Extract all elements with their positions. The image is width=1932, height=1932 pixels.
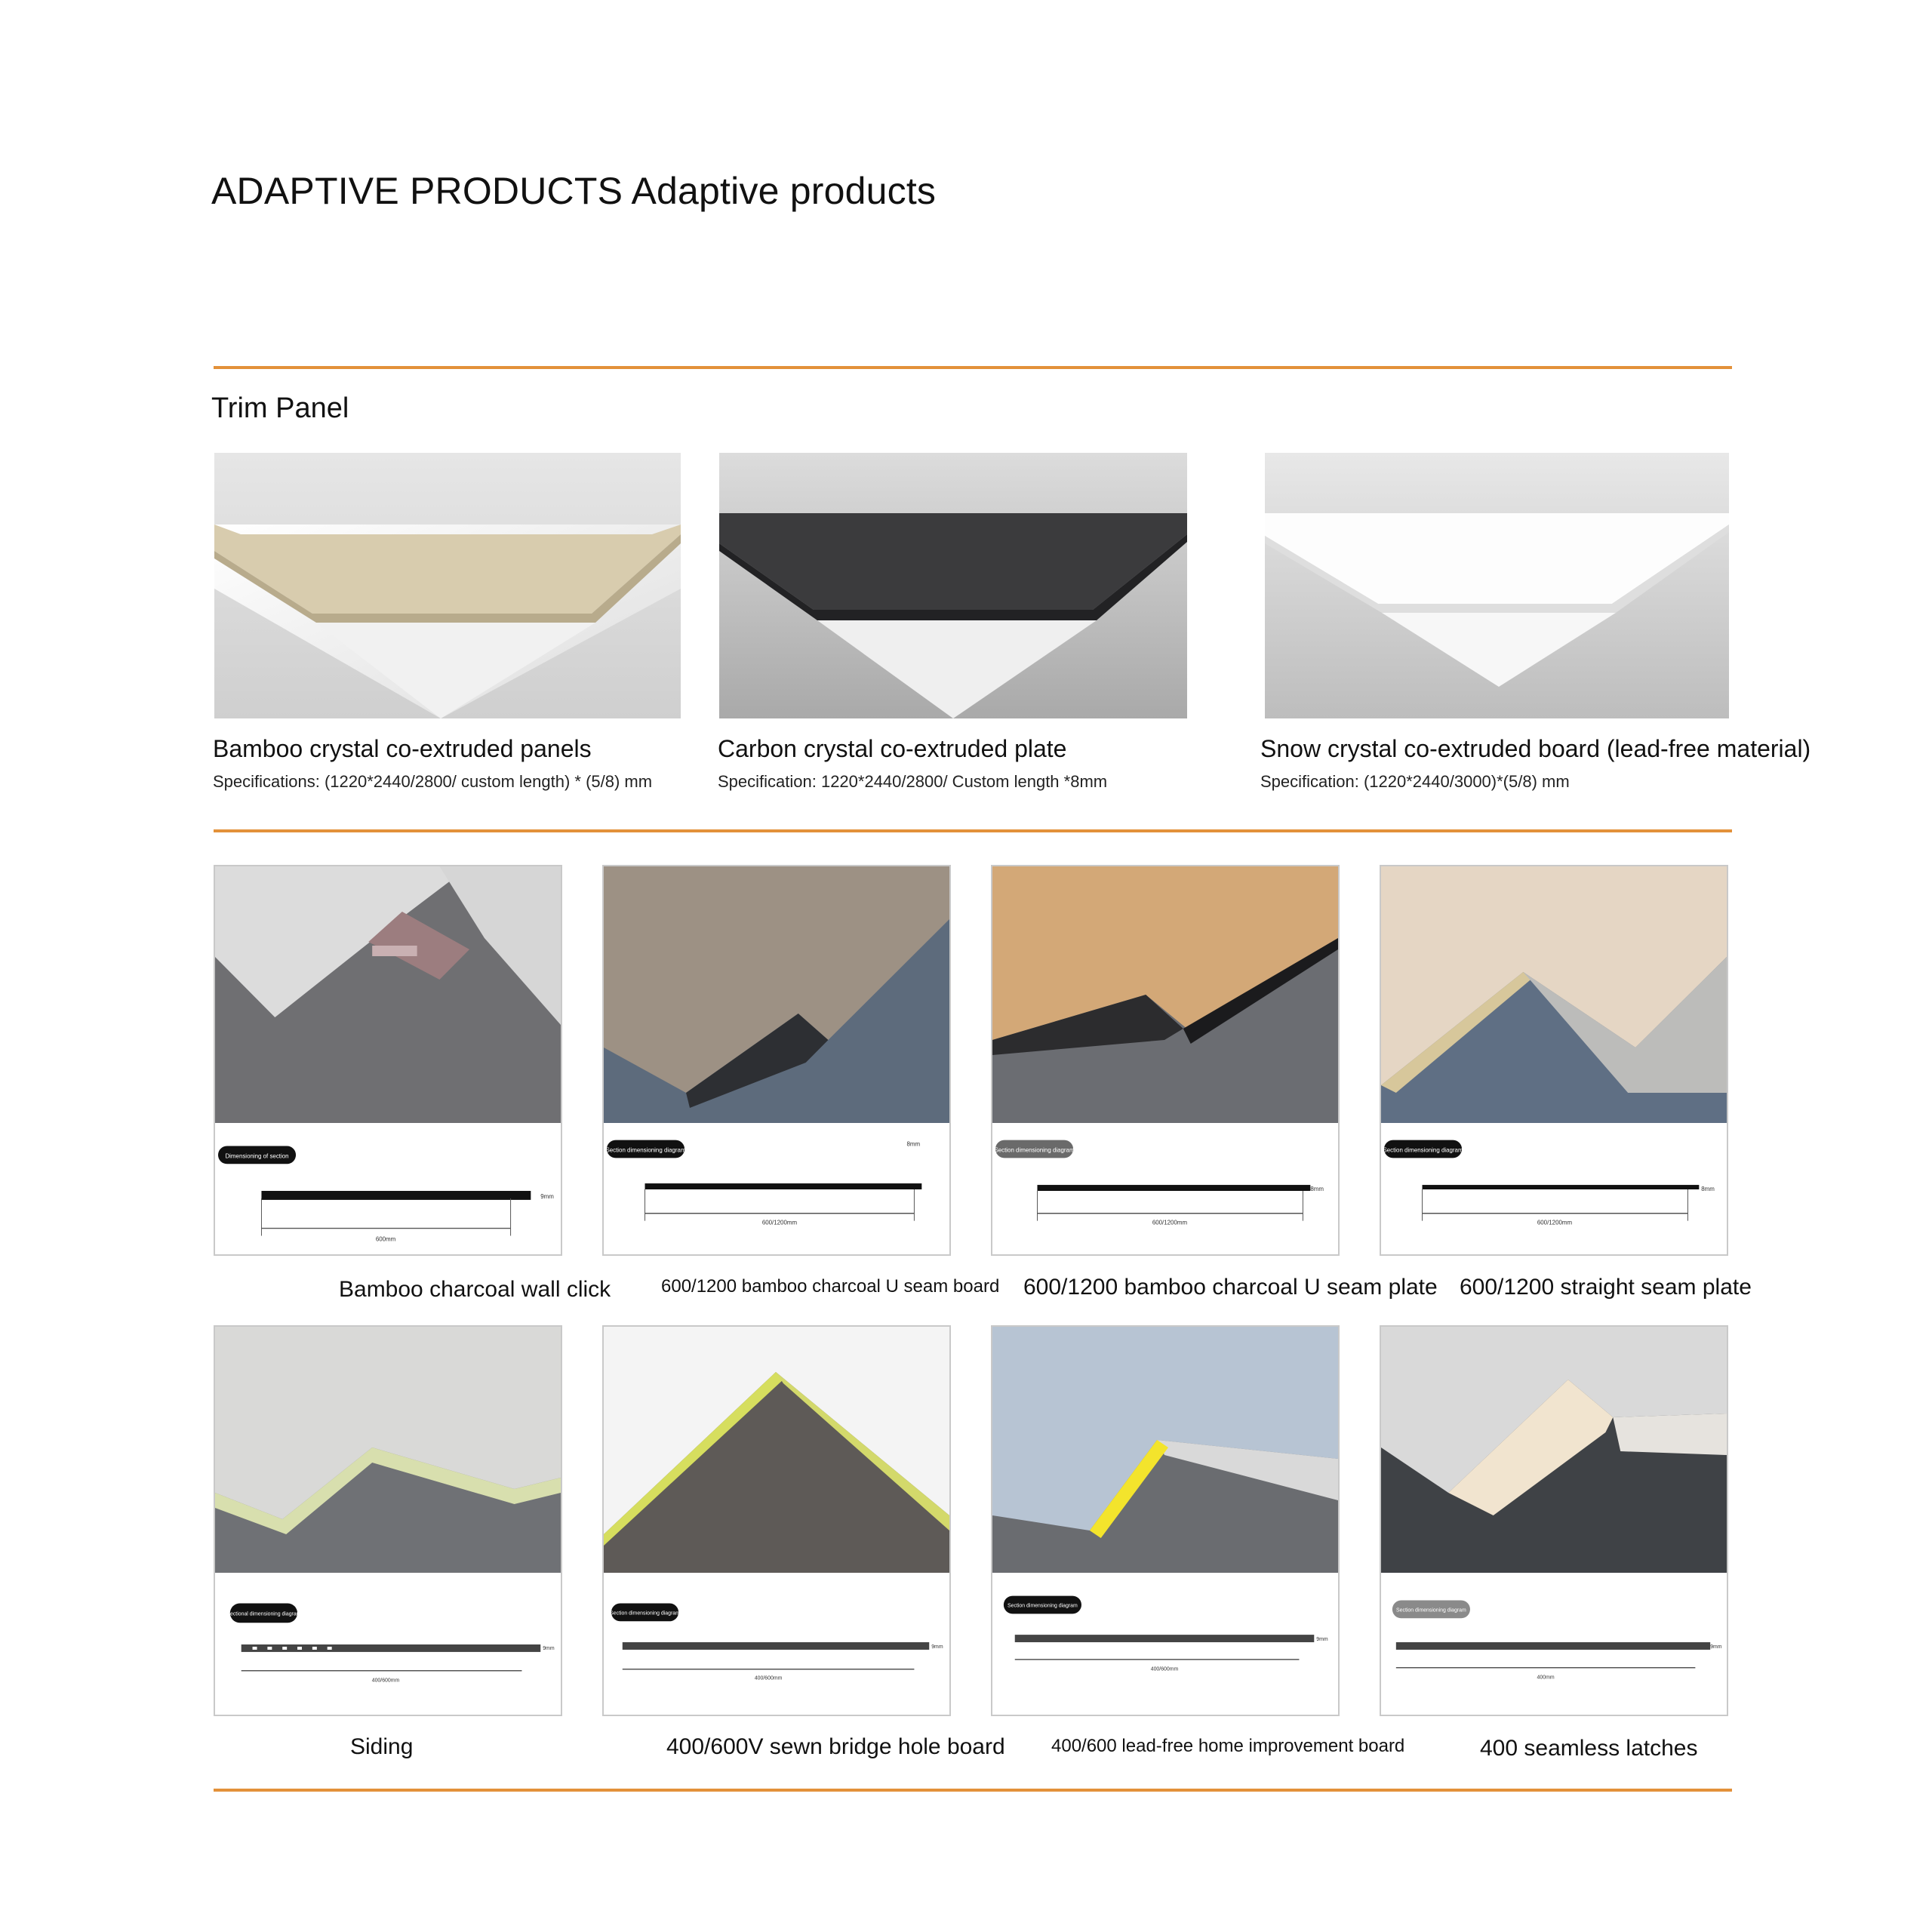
- product-photo: [992, 866, 1338, 1123]
- section-diagram: [604, 1123, 949, 1256]
- trim-panel-image-bamboo: [214, 453, 681, 718]
- section-width-label: 600/1200mm: [761, 1219, 798, 1226]
- product-label: 400/600 lead-free home improvement board: [1051, 1736, 1405, 1756]
- section-diagram: [992, 1123, 1338, 1256]
- section-diagram-tag: Dimensioning of section: [225, 1152, 289, 1160]
- section-thickness-label: 8mm: [906, 1140, 921, 1148]
- section-diagram: [1381, 1573, 1727, 1716]
- section-diagram-tag: Section dimensioning diagram: [605, 1146, 686, 1154]
- section-thickness-label: 9mm: [1710, 1644, 1722, 1650]
- section-thickness-label: 9mm: [1316, 1637, 1328, 1643]
- section-thickness-label: 9mm: [540, 1192, 554, 1200]
- product-card: [1380, 1325, 1728, 1716]
- product-label: 400/600V sewn bridge hole board: [666, 1734, 1005, 1759]
- page-title: ADAPTIVE PRODUCTS Adaptive products: [211, 170, 937, 212]
- trim-panel-spec: Specifications: (1220*2440/2800/ custom length) * (5/8) mm: [213, 772, 653, 791]
- product-card: [1380, 865, 1728, 1256]
- product-photo: [992, 1327, 1338, 1573]
- section-width-label: 400/600mm: [371, 1678, 400, 1684]
- trim-panel-name: Carbon crystal co-extruded plate: [718, 735, 1067, 762]
- section-diagram-tag: Section dimensioning diagram: [1383, 1146, 1463, 1154]
- divider: [214, 366, 1732, 369]
- product-photo: [1381, 1327, 1727, 1573]
- section-diagram: [215, 1573, 561, 1716]
- section-thickness-label: 8mm: [1701, 1185, 1715, 1192]
- product-card: [602, 1325, 951, 1716]
- trim-panel-image-carbon: [719, 453, 1187, 718]
- section-diagram-tag: Section dimensioning diagram: [994, 1146, 1075, 1154]
- section-width-label: 400mm: [1537, 1675, 1555, 1681]
- section-diagram-tag: Section dimensioning diagram: [1008, 1603, 1078, 1609]
- section-diagram: [992, 1573, 1338, 1716]
- product-card: [991, 1325, 1340, 1716]
- product-label: 600/1200 bamboo charcoal U seam board: [661, 1276, 1000, 1297]
- section-diagram-tag: Section dimensioning diagram: [1396, 1607, 1466, 1614]
- trim-panel-spec: Specification: (1220*2440/3000)*(5/8) mm: [1260, 772, 1570, 791]
- product-card: [991, 865, 1340, 1256]
- product-photo: [604, 866, 949, 1123]
- product-card: [214, 865, 562, 1256]
- trim-panel-image-snow: [1265, 453, 1729, 718]
- divider: [214, 1789, 1732, 1792]
- section-thickness-label: 9mm: [931, 1644, 943, 1650]
- section-diagram: [1381, 1123, 1727, 1256]
- section-width-label: 600/1200mm: [1152, 1219, 1188, 1226]
- section-diagram: [215, 1123, 561, 1256]
- product-label: 600/1200 straight seam plate: [1460, 1275, 1752, 1300]
- trim-panel-spec: Specification: 1220*2440/2800/ Custom length *8mm: [718, 772, 1108, 791]
- product-photo: [604, 1327, 949, 1573]
- section-title: Trim Panel: [211, 392, 349, 424]
- section-thickness-label: 9mm: [543, 1645, 555, 1651]
- section-width-label: 600mm: [375, 1235, 396, 1243]
- product-label: Bamboo charcoal wall click: [339, 1277, 611, 1302]
- divider: [214, 829, 1732, 832]
- section-width-label: 600/1200mm: [1537, 1219, 1573, 1226]
- section-width-label: 400/600mm: [1150, 1666, 1179, 1672]
- product-label: 600/1200 bamboo charcoal U seam plate: [1023, 1275, 1438, 1300]
- section-thickness-label: 8mm: [1310, 1185, 1324, 1192]
- product-card: [214, 1325, 562, 1716]
- product-photo: [1381, 866, 1727, 1123]
- product-label: Siding: [350, 1734, 414, 1759]
- trim-panel-name: Bamboo crystal co-extruded panels: [213, 735, 592, 762]
- product-card: [602, 865, 951, 1256]
- section-diagram-tag: Section dimensioning diagram: [610, 1611, 680, 1617]
- section-diagram: [604, 1573, 949, 1716]
- product-label: 400 seamless latches: [1480, 1736, 1698, 1761]
- product-photo: [215, 866, 561, 1123]
- product-photo: [215, 1327, 561, 1573]
- section-diagram-tag: Sectional dimensioning diagram: [226, 1611, 301, 1617]
- trim-panel-name: Snow crystal co-extruded board (lead-free material): [1260, 735, 1811, 762]
- section-width-label: 400/600mm: [754, 1675, 783, 1681]
